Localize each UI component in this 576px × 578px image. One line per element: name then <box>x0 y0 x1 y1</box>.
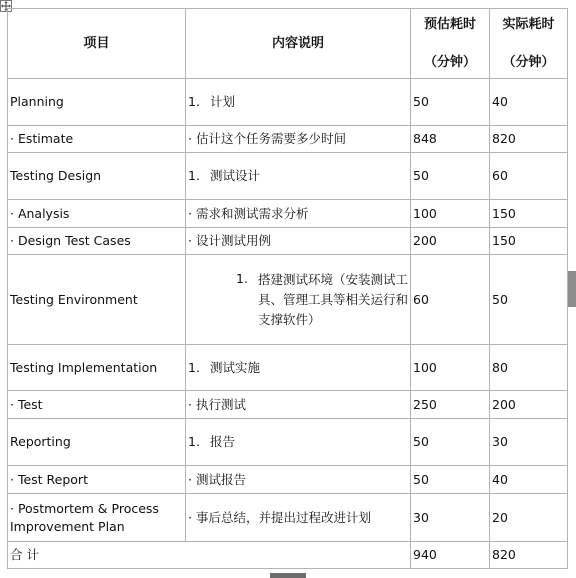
list-number: 1. <box>188 168 200 183</box>
total-row <box>8 542 568 569</box>
row-description <box>186 153 411 200</box>
row-description-text: 估计这个任务需要多少时间 <box>195 131 346 146</box>
table-row <box>8 153 568 200</box>
table-row <box>8 126 568 153</box>
row-item: · Analysis <box>8 200 186 228</box>
row-estimated: 30 <box>411 494 490 542</box>
table-row <box>8 466 568 494</box>
row-estimated: 60 <box>411 255 490 345</box>
bullet-dot: · <box>188 509 192 525</box>
header-item: 项目 <box>8 9 186 79</box>
bullet-dot: · <box>188 471 192 487</box>
header-estimated-label: 预估耗时 <box>423 16 476 32</box>
row-description-text: 事后总结，并提出过程改进计划 <box>195 509 371 525</box>
list-number: 1. <box>188 359 200 375</box>
row-description <box>186 466 411 494</box>
row-item: · Design Test Cases <box>8 228 186 255</box>
row-resize-handle[interactable] <box>270 573 306 578</box>
row-actual: 20 <box>490 494 568 542</box>
row-description <box>186 494 411 542</box>
row-actual: 150 <box>490 200 568 228</box>
row-actual: 200 <box>490 391 568 419</box>
table-row <box>8 391 568 419</box>
row-item: · Test <box>8 391 186 419</box>
row-actual: 150 <box>490 228 568 255</box>
total-actual: 820 <box>490 542 568 569</box>
row-estimated: 50 <box>411 153 490 200</box>
bullet-dot: · <box>188 233 192 248</box>
row-actual: 40 <box>490 79 568 126</box>
list-number: 1. <box>188 94 200 109</box>
row-description <box>186 126 411 153</box>
row-item: Testing Implementation <box>8 345 186 391</box>
header-actual-unit: （分钟） <box>502 54 555 70</box>
row-description-text: 计划 <box>210 94 236 109</box>
row-item: · Test Report <box>8 466 186 494</box>
psp-time-table <box>7 8 568 569</box>
header-estimated-unit: （分钟） <box>423 54 476 70</box>
list-number: 1. <box>188 434 200 449</box>
row-description-text: 需求和测试需求分析 <box>195 205 309 221</box>
bullet-dot: · <box>188 396 192 412</box>
row-actual: 60 <box>490 153 568 200</box>
table-row <box>8 79 568 126</box>
total-label: 合 计 <box>8 542 411 569</box>
row-description-text: 测试实施 <box>210 359 261 375</box>
table-row <box>8 494 568 542</box>
column-resize-handle[interactable] <box>568 271 576 307</box>
row-item <box>8 494 186 542</box>
table-row <box>8 200 568 228</box>
row-description <box>186 228 411 255</box>
row-item: Testing Environment <box>8 255 186 345</box>
table-row <box>8 419 568 466</box>
row-actual: 820 <box>490 126 568 153</box>
row-description-text: 执行测试 <box>195 396 246 412</box>
row-actual: 50 <box>490 255 568 345</box>
bullet-dot: · <box>188 205 192 221</box>
list-number: 1. <box>236 270 248 286</box>
row-description <box>186 79 411 126</box>
bullet-dot: · <box>188 131 192 146</box>
total-estimated: 940 <box>411 542 490 569</box>
row-actual: 30 <box>490 419 568 466</box>
row-item: · Estimate <box>8 126 186 153</box>
row-description-text: 搭建测试环境（安装测试工具、管理工具等相关运行和支撑软件） <box>258 271 409 327</box>
row-item: Testing Design <box>8 153 186 200</box>
header-actual-time <box>490 9 568 79</box>
row-description <box>186 419 411 466</box>
row-description <box>186 391 411 419</box>
row-actual: 80 <box>490 345 568 391</box>
row-description <box>186 200 411 228</box>
row-estimated: 848 <box>411 126 490 153</box>
header-row <box>8 9 568 79</box>
row-description-text: 测试报告 <box>195 471 246 487</box>
row-actual: 40 <box>490 466 568 494</box>
row-description-text: 报告 <box>210 434 236 449</box>
table-row <box>8 345 568 391</box>
table-row <box>8 228 568 255</box>
row-item: Planning <box>8 79 186 126</box>
header-description: 内容说明 <box>186 9 411 79</box>
row-item: Reporting <box>8 419 186 466</box>
header-actual-label: 实际耗时 <box>502 16 555 32</box>
row-estimated: 50 <box>411 466 490 494</box>
row-item-text: · Postmortem & Process Improvement Plan <box>10 500 159 534</box>
row-estimated: 50 <box>411 419 490 466</box>
row-description-text: 测试设计 <box>210 168 261 183</box>
table-row <box>8 255 568 345</box>
header-estimated-time <box>411 9 490 79</box>
row-estimated: 200 <box>411 228 490 255</box>
row-description <box>186 345 411 391</box>
row-estimated: 50 <box>411 79 490 126</box>
row-estimated: 100 <box>411 345 490 391</box>
row-description-text: 设计测试用例 <box>195 233 271 248</box>
row-estimated: 250 <box>411 391 490 419</box>
row-estimated: 100 <box>411 200 490 228</box>
row-description <box>186 255 411 345</box>
